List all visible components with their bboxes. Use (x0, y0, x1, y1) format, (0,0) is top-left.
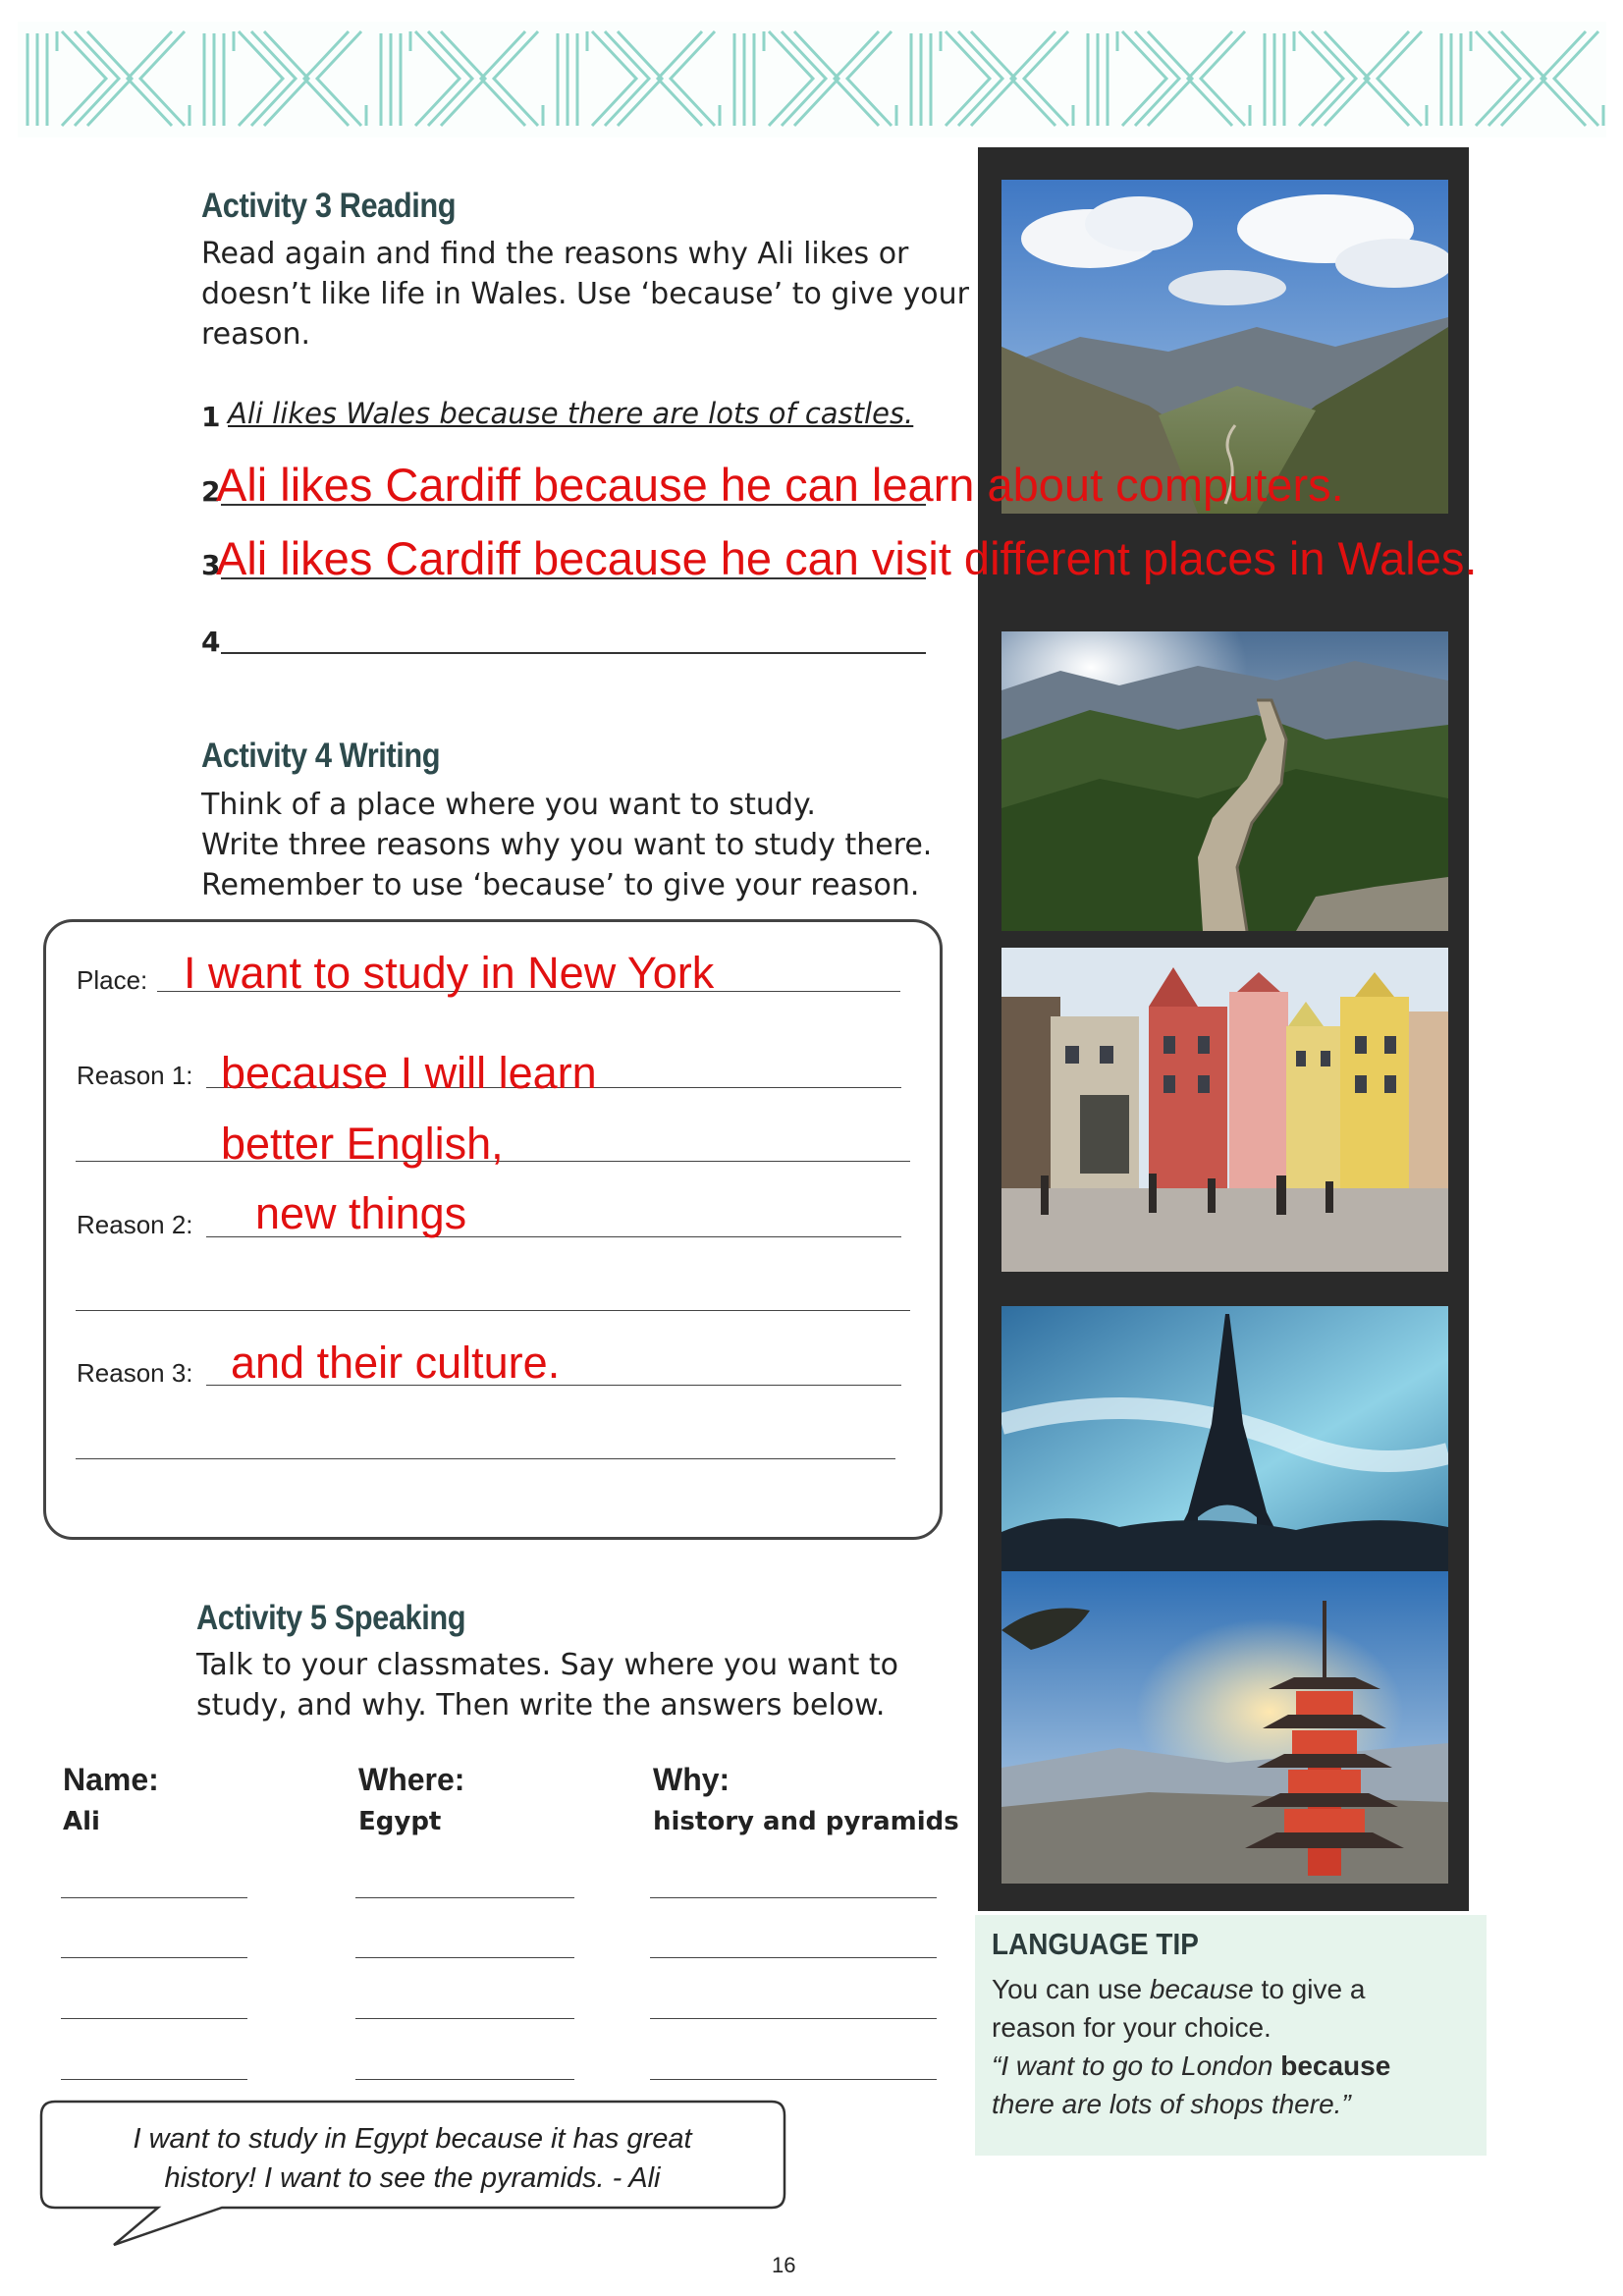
why-answer-line[interactable] (650, 2079, 937, 2080)
column-header-why: Why: (653, 1762, 730, 1797)
column-header-where: Where: (358, 1762, 465, 1797)
pagoda-photo (1001, 1571, 1448, 1884)
why-answer-line[interactable] (650, 1897, 937, 1898)
tip-text: You can use (992, 1974, 1150, 2004)
tip-keyword: because (1280, 2050, 1391, 2081)
instruction-line: Write three reasons why you want to study there. (201, 828, 933, 862)
speech-line: I want to study in Egypt because it has great (133, 2123, 692, 2155)
example-why: history and pyramids (653, 1807, 959, 1836)
activity3-heading: Activity 3 Reading (201, 187, 457, 225)
eiffel-tower-photo (1001, 1306, 1448, 1571)
where-answer-line[interactable] (355, 1957, 574, 1958)
great-wall-photo (1001, 631, 1448, 931)
handwritten-reason1: because I will learn (221, 1048, 597, 1098)
decorative-header-band (18, 22, 1606, 137)
handwritten-answer-2: Ali likes Cardiff because he can learn about computers. (216, 459, 1344, 511)
where-answer-line[interactable] (355, 1897, 574, 1898)
why-answer-line[interactable] (650, 2018, 937, 2019)
example-where: Egypt (358, 1807, 442, 1836)
example-name: Ali (63, 1807, 100, 1836)
item-number: 3 (201, 549, 221, 581)
reason3-line-2[interactable] (76, 1458, 895, 1459)
item-number: 4 (201, 626, 221, 658)
language-tip-title: LANGUAGE TIP (992, 1927, 1199, 1961)
instruction-line: reason. (201, 317, 311, 352)
name-answer-line[interactable] (61, 2018, 247, 2019)
handwritten-answer-3: Ali likes Cardiff because he can visit different places in Wales. (216, 532, 1478, 584)
example-answer: Ali likes Wales because there are lots of castles. (228, 397, 914, 430)
name-answer-line[interactable] (61, 2079, 247, 2080)
activity5-heading: Activity 5 Speaking (196, 1599, 466, 1637)
activity3-instructions (201, 234, 977, 355)
handwritten-reason1-cont: better English, (221, 1119, 504, 1169)
handwritten-reason3: and their culture. (231, 1338, 561, 1388)
reason3-label: Reason 3: (77, 1358, 193, 1388)
place-label: Place: (77, 965, 148, 995)
item-number: 2 (201, 475, 221, 508)
tip-text: reason for your choice. (992, 2012, 1271, 2043)
where-answer-line[interactable] (355, 2018, 574, 2019)
why-answer-line[interactable] (650, 1957, 937, 1958)
speech-bubble-text (59, 2119, 766, 2198)
activity5-instructions (196, 1645, 972, 1725)
reason2-line-2[interactable] (76, 1310, 910, 1311)
reason2-label: Reason 2: (77, 1210, 193, 1239)
handwritten-reason2: new things (255, 1188, 467, 1238)
old-town-square-photo (1001, 948, 1448, 1272)
instruction-line: study, and why. Then write the answers below. (196, 1688, 886, 1722)
name-answer-line[interactable] (61, 1957, 247, 1958)
tip-quote: there are lots of shops there.” (992, 2089, 1351, 2119)
column-header-name: Name: (63, 1762, 159, 1797)
tip-text: to give a (1253, 1974, 1366, 2004)
speech-line: history! I want to see the pyramids. - Ali (164, 2162, 661, 2194)
handwritten-place: I want to study in New York (184, 948, 715, 998)
name-answer-line[interactable] (61, 1897, 247, 1898)
instruction-line: Remember to use ‘because’ to give your reason. (201, 868, 920, 902)
instruction-line: Talk to your classmates. Say where you want to (196, 1648, 899, 1682)
answer-line[interactable] (221, 652, 926, 654)
tip-keyword: because (1149, 1974, 1254, 2004)
reason1-label: Reason 1: (77, 1061, 193, 1090)
language-tip-text (992, 1970, 1473, 2123)
tip-quote: “I want to go to London (992, 2050, 1281, 2081)
activity4-heading: Activity 4 Writing (201, 737, 441, 775)
item-number: 1 (201, 401, 221, 433)
instruction-line: doesn’t like life in Wales. Use ‘because’ to give your (201, 277, 969, 311)
instruction-line: Read again and find the reasons why Ali likes or (201, 237, 909, 271)
activity4-instructions (201, 785, 977, 905)
where-answer-line[interactable] (355, 2079, 574, 2080)
instruction-line: Think of a place where you want to study. (201, 788, 816, 822)
page-number: 16 (772, 2253, 796, 2277)
